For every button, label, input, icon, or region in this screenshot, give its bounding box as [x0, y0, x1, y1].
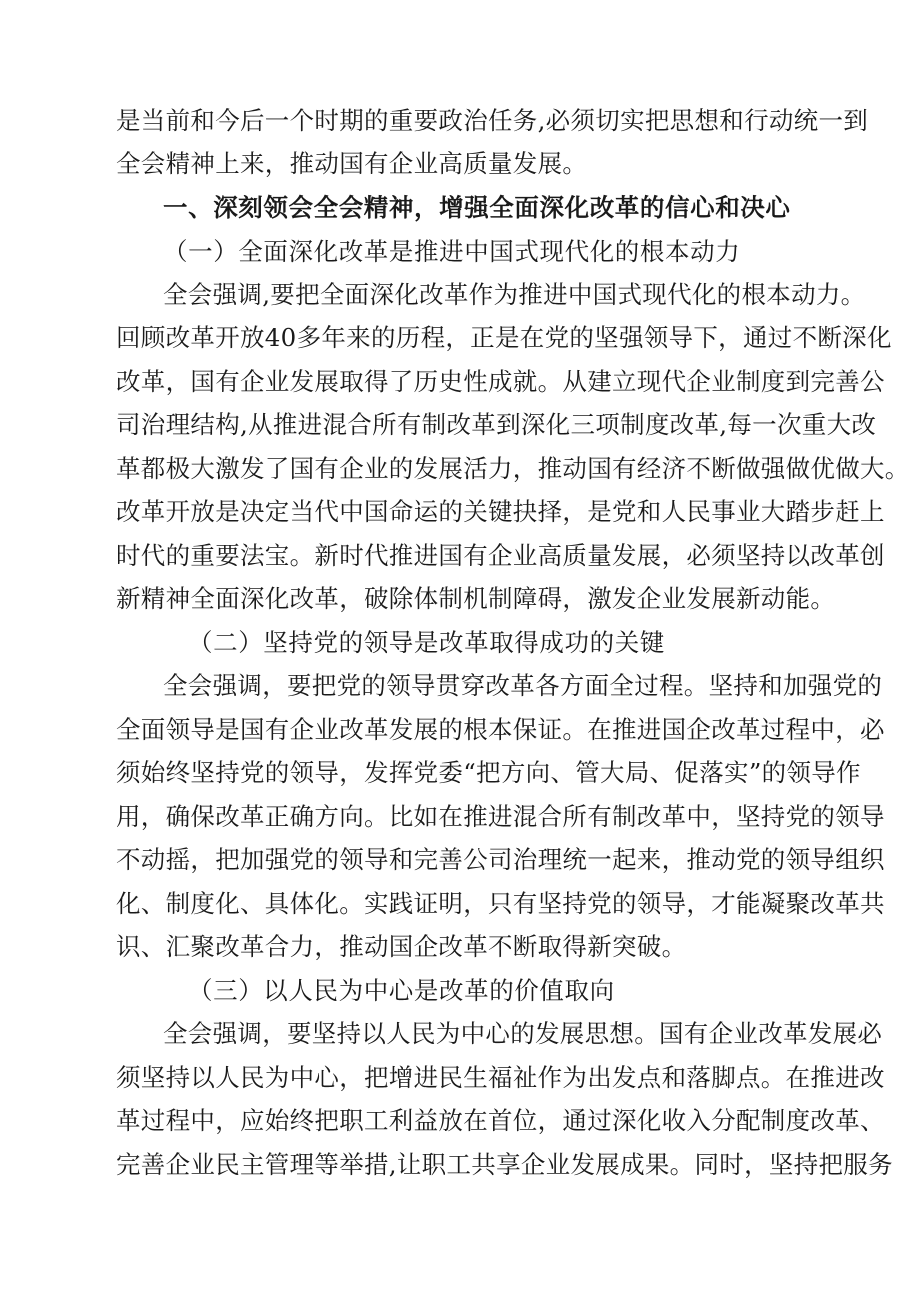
paragraph-line: 是当前和今后一个时期的重要政治任务,必须切实把思想和行动统一到 [116, 106, 869, 135]
paragraph-line: 须坚持以人民为中心，把增进民生福祉作为出发点和落脚点。在推进改 [116, 1063, 885, 1092]
subsection-heading: （三）以人民为中心是改革的价值取向 [188, 976, 615, 1005]
paragraph-line: 革都极大激发了国有企业的发展活力，推动国有经济不断做强做优做大。 [116, 454, 910, 483]
paragraph-line: 回顾改革开放40多年来的历程，正是在党的坚强领导下，通过不断深化 [116, 323, 892, 352]
section-heading: 一、深刻领会全会精神，增强全面深化改革的信心和决心 [163, 193, 791, 222]
paragraph-line: 全面领导是国有企业改革发展的根本保证。在推进国企改革过程中，必 [116, 715, 885, 744]
paragraph-line: 化、制度化、具体化。实践证明，只有坚持党的领导，才能凝聚改革共 [116, 889, 885, 918]
paragraph-line: 用，确保改革正确方向。比如在推进混合所有制改革中，坚持党的领导 [116, 802, 885, 831]
paragraph-line: 全会强调,要把全面深化改革作为推进中国式现代化的根本动力。 [163, 280, 866, 309]
paragraph-line: 须始终坚持党的领导，发挥党委“把方向、管大局、促落实”的领导作 [116, 758, 861, 787]
paragraph-line: 改革开放是决定当代中国命运的关键抉择，是党和人民事业大踏步赶上 [116, 497, 885, 526]
paragraph-line: 不动摇，把加强党的领导和完善公司治理统一起来，推动党的领导组织 [116, 845, 885, 874]
paragraph-line: 新精神全面深化改革，破除体制机制障碍，激发企业发展新动能。 [116, 584, 836, 613]
paragraph-line: 司治理结构,从推进混合所有制改革到深化三项制度改革,每一次重大改 [116, 410, 877, 439]
paragraph-line: 全会精神上来，推动国有企业高质量发展。 [116, 149, 588, 178]
paragraph-line: 全会强调，要把党的领导贯穿改革各方面全过程。坚持和加强党的 [163, 671, 883, 700]
subsection-heading: （二）坚持党的领导是改革取得成功的关键 [188, 628, 665, 657]
paragraph-line: 识、汇聚改革合力，推动国企改革不断取得新突破。 [116, 932, 687, 961]
paragraph-line: 全会强调，要坚持以人民为中心的发展思想。国有企业改革发展必 [163, 1019, 883, 1048]
paragraph-line: 改革，国有企业发展取得了历史性成就。从建立现代企业制度到完善公 [116, 367, 885, 396]
paragraph-line: 时代的重要法宝。新时代推进国有企业高质量发展，必须坚持以改革创 [116, 541, 885, 570]
paragraph-line: 革过程中，应始终把职工利益放在首位，通过深化收入分配制度改革、 [116, 1106, 885, 1135]
subsection-heading: （一）全面深化改革是推进中国式现代化的根本动力 [163, 237, 741, 266]
paragraph-line: 完善企业民主管理等举措,让职工共享企业发展成果。同时，坚持把服务 [116, 1150, 893, 1179]
